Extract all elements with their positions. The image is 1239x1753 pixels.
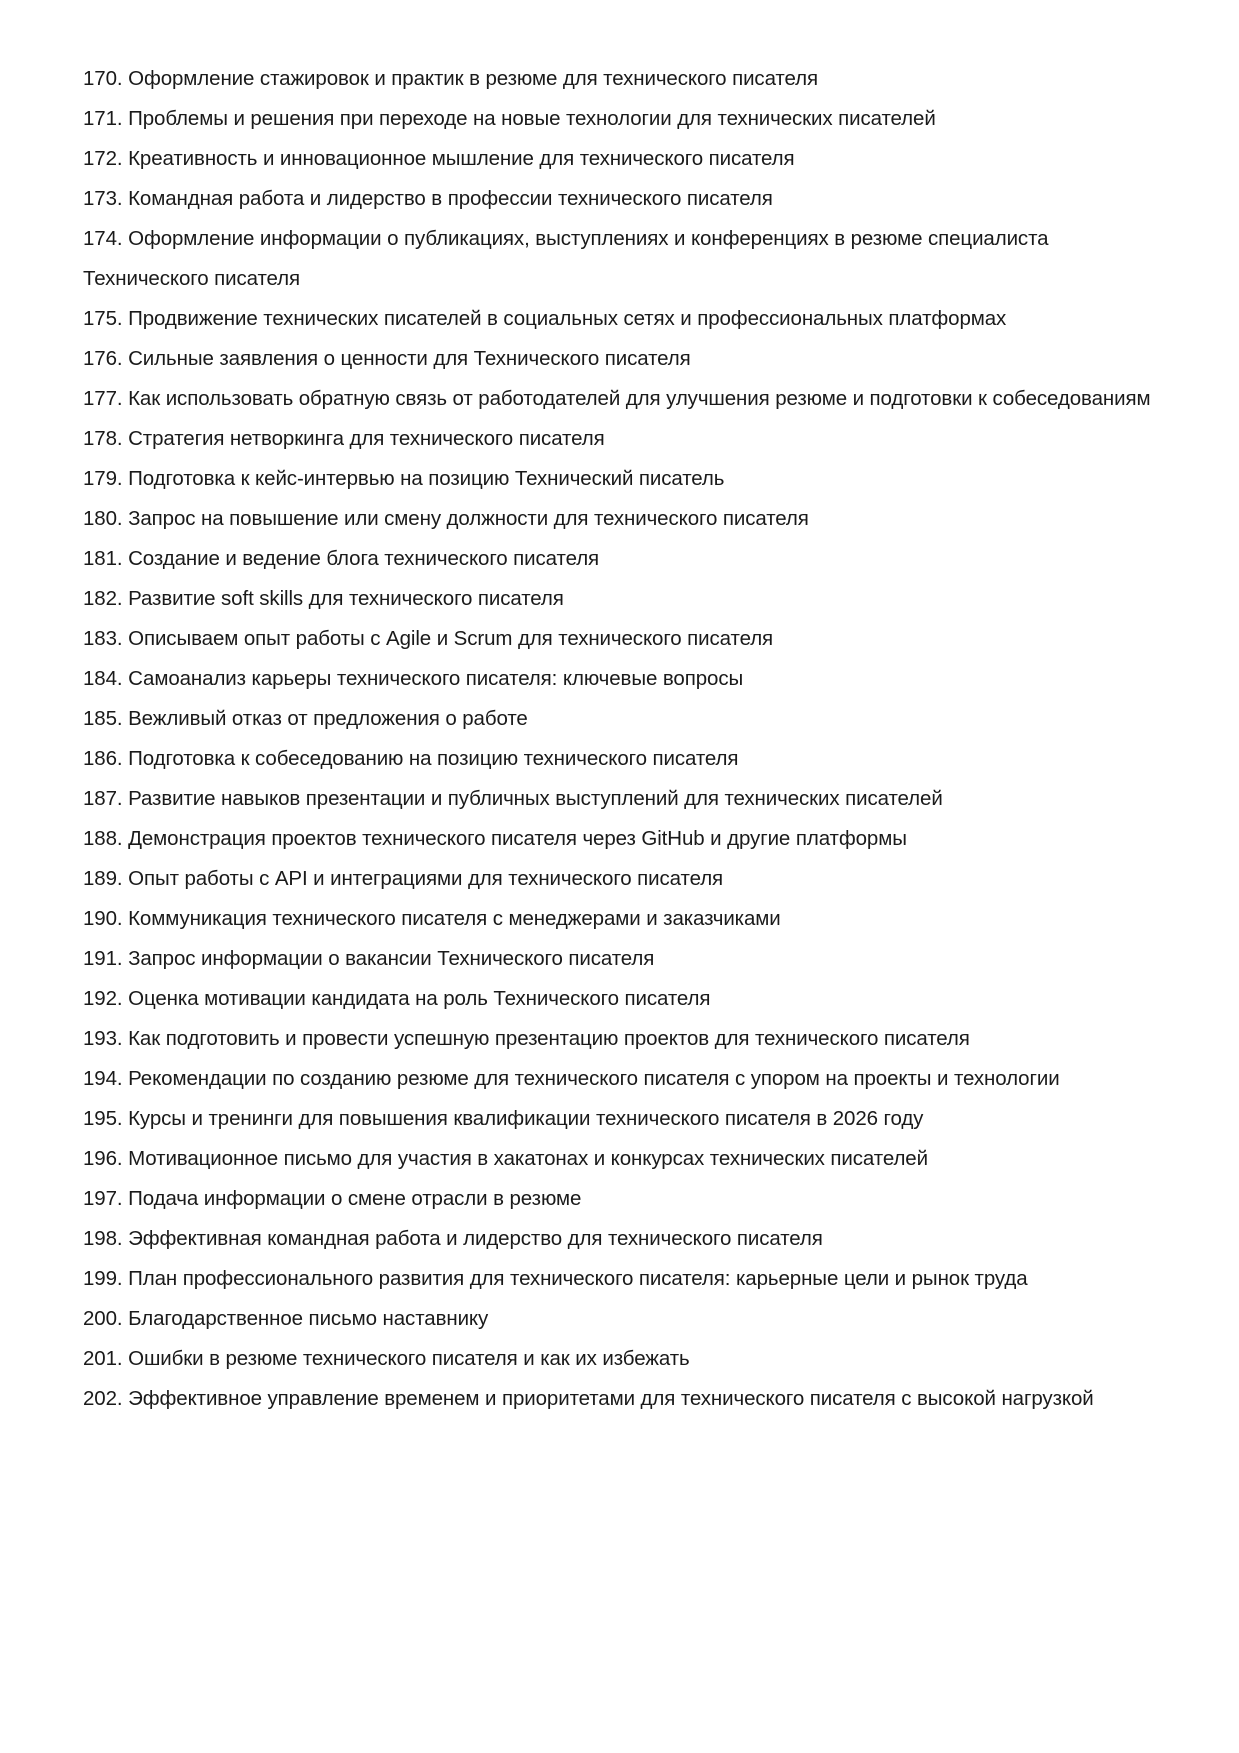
list-item: 194. Рекомендации по созданию резюме для технического писателя с упором на проекты и технологии: [83, 1067, 1060, 1090]
list-item: 183. Описываем опыт работы с Agile и Scrum для технического писателя: [83, 627, 774, 650]
list-item: 200. Благодарственное письмо наставнику: [83, 1307, 489, 1330]
list-item: 185. Вежливый отказ от предложения о работе: [83, 707, 528, 730]
list-item: 193. Как подготовить и провести успешную презентацию проектов для технического писателя: [83, 1027, 970, 1050]
list-item: 172. Креативность и инновационное мышление для технического писателя: [83, 147, 795, 170]
list-item: 170. Оформление стажировок и практик в резюме для технического писателя: [83, 67, 818, 90]
list-item: 177. Как использовать обратную связь от работодателей для улучшения резюме и подготовки к собеседованиям: [83, 387, 1151, 410]
list-item: 178. Стратегия нетворкинга для технического писателя: [83, 427, 605, 450]
list-item: 197. Подача информации о смене отрасли в резюме: [83, 1187, 582, 1210]
list-item: 189. Опыт работы с API и интеграциями для технического писателя: [83, 867, 724, 890]
list-item: 188. Демонстрация проектов технического писателя через GitHub и другие платформы: [83, 827, 907, 850]
list-item: 196. Мотивационное письмо для участия в хакатонах и конкурсах технических писателей: [83, 1147, 928, 1170]
list-item: 190. Коммуникация технического писателя с менеджерами и заказчиками: [83, 907, 781, 930]
list-item: 191. Запрос информации о вакансии Технического писателя: [83, 947, 655, 970]
list-item: 175. Продвижение технических писателей в социальных сетях и профессиональных платформах: [83, 307, 1007, 330]
list-item: 202. Эффективное управление временем и приоритетами для технического писателя с высокой нагрузкой: [83, 1387, 1094, 1410]
list-item: 195. Курсы и тренинги для повышения квалификации технического писателя в 2026 году: [83, 1107, 924, 1130]
list-item: 186. Подготовка к собеседованию на позицию технического писателя: [83, 747, 739, 770]
list-item: 180. Запрос на повышение или смену должности для технического писателя: [83, 507, 809, 530]
list-item: 192. Оценка мотивации кандидата на роль Технического писателя: [83, 987, 711, 1010]
list-item: 181. Создание и ведение блога технического писателя: [83, 547, 600, 570]
list-item: 198. Эффективная командная работа и лидерство для технического писателя: [83, 1227, 823, 1250]
list-item: 173. Командная работа и лидерство в профессии технического писателя: [83, 187, 773, 210]
list-item: 187. Развитие навыков презентации и публичных выступлений для технических писателей: [83, 787, 943, 810]
list-item: 174. Оформление информации о публикациях, выступлениях и конференциях в резюме специалиста Технического писателя: [83, 227, 1049, 290]
list-item: 201. Ошибки в резюме технического писателя и как их избежать: [83, 1347, 690, 1370]
list-item: 171. Проблемы и решения при переходе на новые технологии для технических писателей: [83, 107, 936, 130]
list-item: 199. План профессионального развития для технического писателя: карьерные цели и рынок труда: [83, 1267, 1028, 1290]
list-item: 176. Сильные заявления о ценности для Технического писателя: [83, 347, 691, 370]
topic-list: [83, 59, 1168, 1419]
list-item: 182. Развитие soft skills для технического писателя: [83, 587, 564, 610]
list-item: 179. Подготовка к кейс-интервью на позицию Технический писатель: [83, 467, 725, 490]
list-item: 184. Самоанализ карьеры технического писателя: ключевые вопросы: [83, 667, 744, 690]
